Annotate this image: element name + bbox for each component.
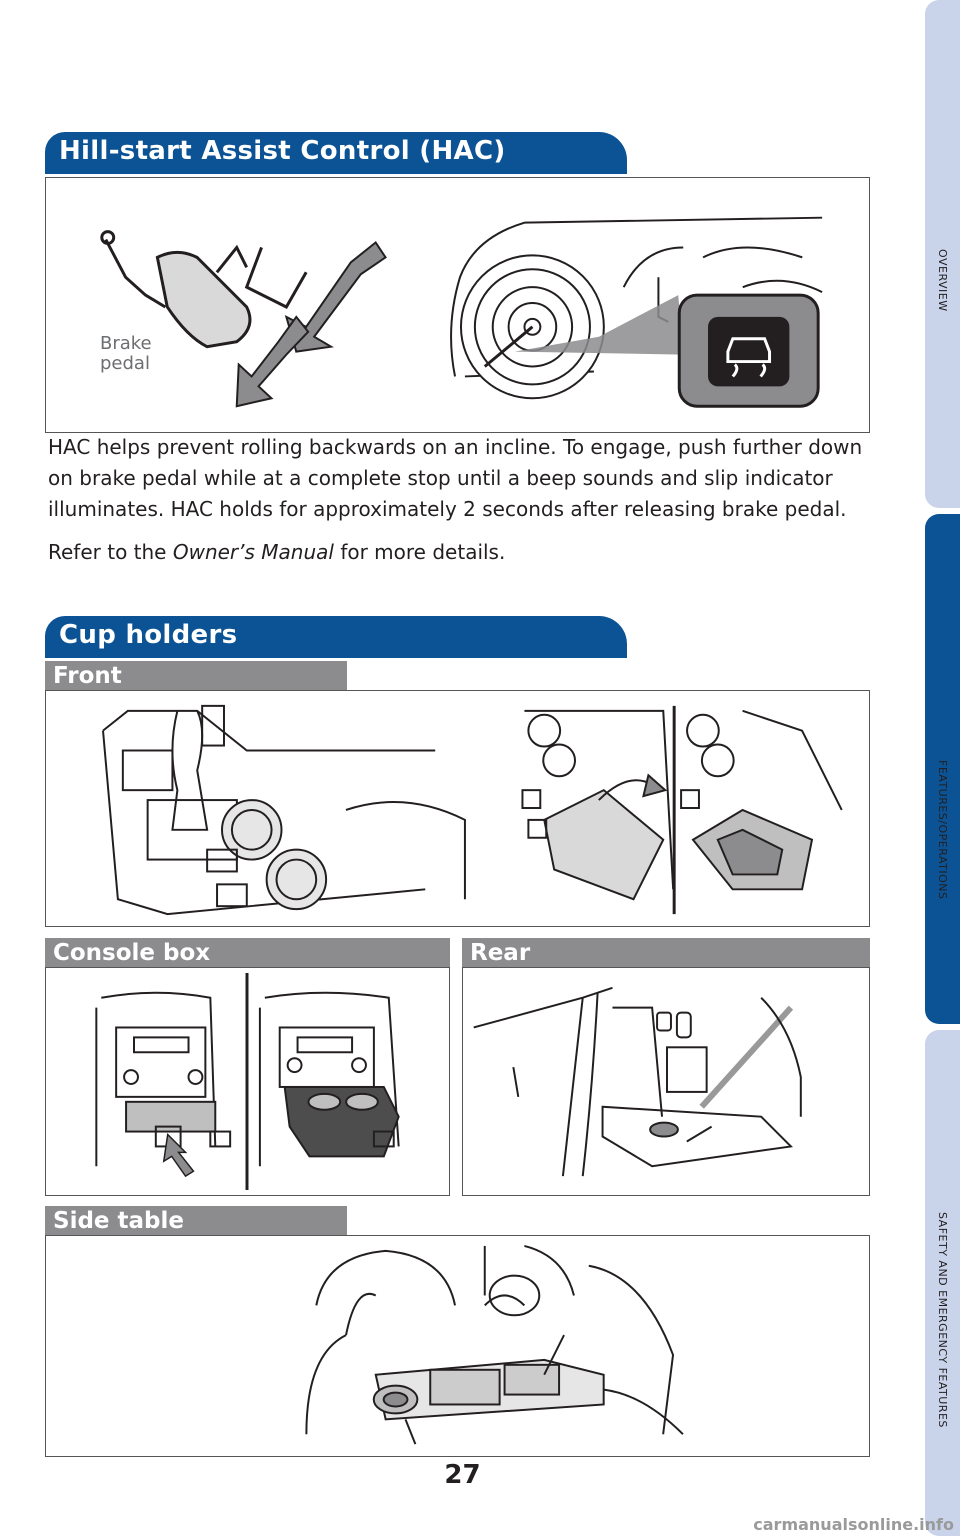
side-navigation: [925, 0, 960, 1536]
hac-description: [48, 432, 868, 580]
console-box-drawing: [46, 968, 449, 1195]
tab-safety-emergency-label: SAFETY AND EMERGENCY FEATURES: [936, 1212, 949, 1428]
hac-paragraph: HAC helps prevent rolling backwards on an incline. To engage, push further down on brake pedal while at a complete stop until a beep sounds and slip indicator illuminates. HAC holds for approximately 2 seconds after releasing brake pedal.: [48, 435, 863, 521]
hac-refer-note: Refer to the Owner’s Manual for more details.: [48, 540, 506, 564]
rear-subheading: Rear: [462, 938, 870, 968]
tab-features-operations-label: FEATURES/OPERATIONS: [936, 760, 949, 900]
front-cup-holders-illustration: [45, 690, 870, 927]
hac-illustration: [45, 177, 870, 433]
console-box-illustration: [45, 967, 450, 1196]
side-table-drawing: [46, 1236, 869, 1456]
rear-cup-holders-illustration: [462, 967, 870, 1196]
console-box-subheading: Console box: [45, 938, 450, 968]
page-number: 27: [444, 1460, 481, 1490]
side-table-subheading: Side table: [45, 1206, 347, 1236]
watermark: carmanualsonline.info: [753, 1515, 954, 1534]
brake-pedal-label: Brake pedal: [100, 333, 152, 374]
owners-manual-reference: Owner’s Manual: [172, 540, 334, 564]
tab-overview-label: OVERVIEW: [936, 248, 949, 312]
front-subheading: Front: [45, 661, 347, 691]
side-table-illustration: [45, 1235, 870, 1457]
cup-holders-section-title: Cup holders: [45, 616, 627, 654]
front-console-drawing: [46, 691, 869, 926]
brake-pedal-and-meter-drawing: [46, 178, 869, 432]
hac-section-title: Hill-start Assist Control (HAC): [45, 132, 627, 170]
rear-cargo-drawing: [463, 968, 869, 1195]
